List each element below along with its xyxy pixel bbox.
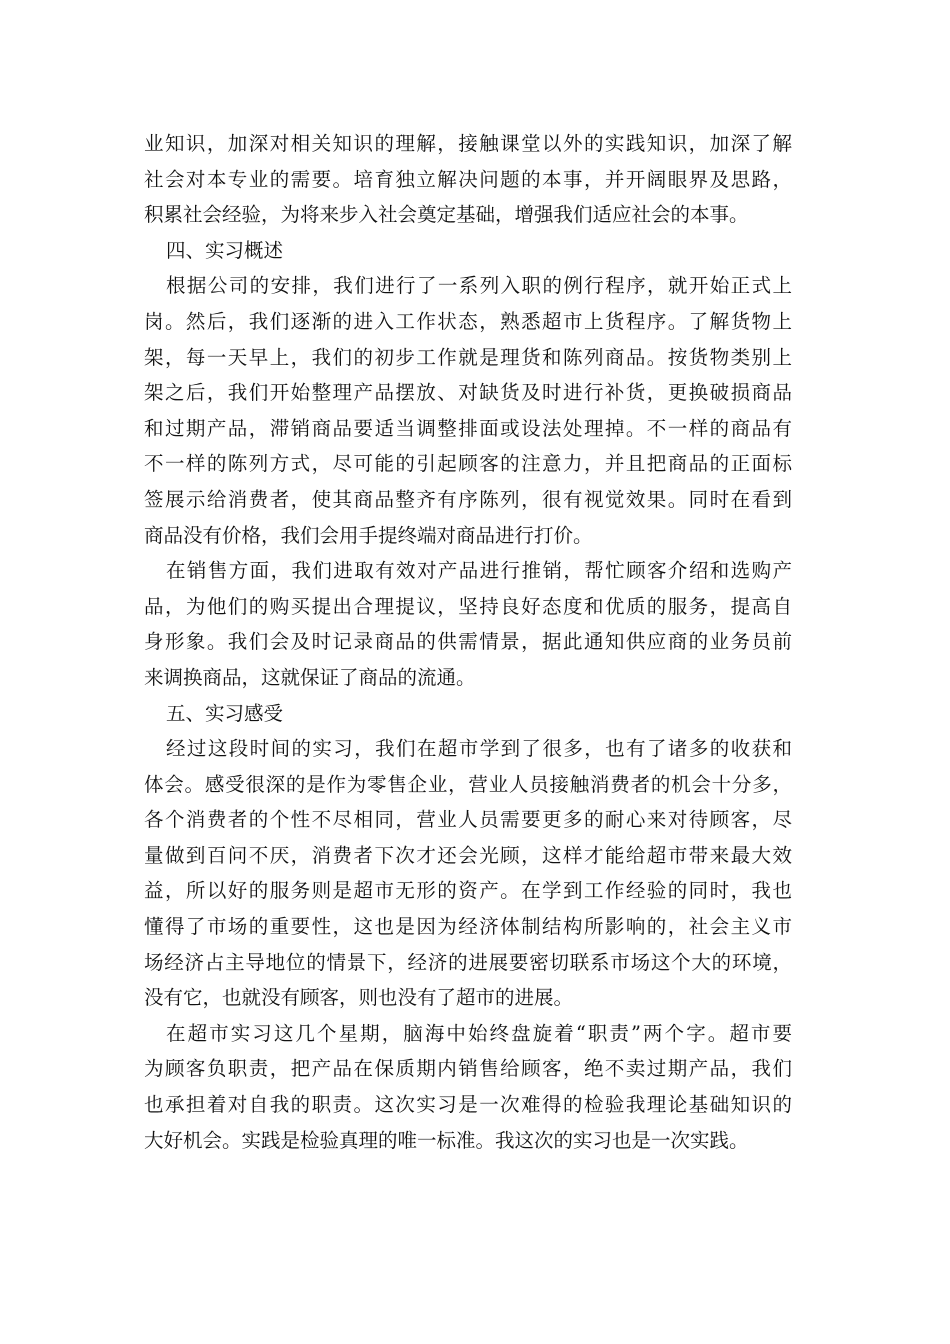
text-line: 不一样的陈列方式，尽可能的引起顾客的注意力，并且把商品的正面标 [144,452,792,476]
text-line: 体会。感受很深的是作为零售企业，营业人员接触消费者的机会十分多， [144,772,792,796]
intro-paragraph [144,126,792,233]
text-line: 架，每一天早上，我们的初步工作就是理货和陈列商品。按货物类别上 [144,345,792,369]
reflections-paragraph-1 [144,731,792,1016]
overview-paragraph-1 [144,268,792,553]
reflections-paragraph-2 [144,1016,792,1158]
text-line: 和过期产品，滞销商品要适当调整排面或设法处理掉。不一样的商品有 [144,416,792,440]
text-line: 架之后，我们开始整理产品摆放、对缺货及时进行补货，更换破损商品 [144,381,792,405]
text-line: 经过这段时间的实习，我们在超市学到了很多，也有了诸多的收获和 [166,737,792,761]
text-line: 品，为他们的购买提出合理提议，坚持良好态度和优质的服务，提高自 [144,594,792,618]
text-line: 量做到百问不厌，消费者下次才还会光顾，这样才能给超市带来最大效 [144,843,792,867]
text-line: 根据公司的安排，我们进行了一系列入职的例行程序，就开始正式上 [166,274,792,298]
text-line: 在超市实习这几个星期，脑海中始终盘旋着“职责”两个字。超市要 [166,1021,792,1045]
text-line: 在销售方面，我们进取有效对产品进行推销，帮忙顾客介绍和选购产 [166,559,792,583]
text-line: 也承担着对自我的职责。这次实习是一次难得的检验我理论基础知识的 [144,1093,792,1117]
text-line: 积累社会经验，为将来步入社会奠定基础，增强我们适应社会的本事。 [144,203,749,227]
text-line: 来调换商品，这就保证了商品的流通。 [144,665,476,689]
text-line: 场经济占主导地位的情景下，经济的进展要密切联系市场这个大的环境， [144,950,792,974]
text-line: 岗。然后，我们逐渐的进入工作状态，熟悉超市上货程序。了解货物上 [144,309,792,333]
text-line: 商品没有价格，我们会用手提终端对商品进行打价。 [144,523,593,547]
document-body [144,126,792,1158]
text-line: 社会对本专业的需要。培育独立解决问题的本事，并开阔眼界及思路， [144,167,792,191]
text-line: 没有它，也就没有顾客，则也没有了超市的进展。 [144,986,574,1010]
text-line: 懂得了市场的重要性，这也是因为经济体制结构所影响的，社会主义市 [144,915,792,939]
text-line: 身形象。我们会及时记录商品的供需情景，据此通知供应商的业务员前 [144,630,792,654]
text-line: 益，所以好的服务则是超市无形的资产。在学到工作经验的同时，我也 [144,879,792,903]
text-line: 业知识，加深对相关知识的理解，接触课堂以外的实践知识，加深了解 [144,132,792,155]
text-line: 各个消费者的个性不尽相同，营业人员需要更多的耐心来对待顾客，尽 [144,808,792,832]
text-line: 签展示给消费者，使其商品整齐有序陈列，很有视觉效果。同时在看到 [144,487,792,511]
section-heading-internship-reflections: 五、实习感受 [166,701,284,725]
text-line: 为顾客负职责，把产品在保质期内销售给顾客，绝不卖过期产品，我们 [144,1057,792,1081]
overview-paragraph-2 [144,553,792,695]
section-heading-internship-overview: 四、实习概述 [166,238,284,262]
text-line: 大好机会。实践是检验真理的唯一标准。我这次的实习也是一次实践。 [144,1128,749,1152]
